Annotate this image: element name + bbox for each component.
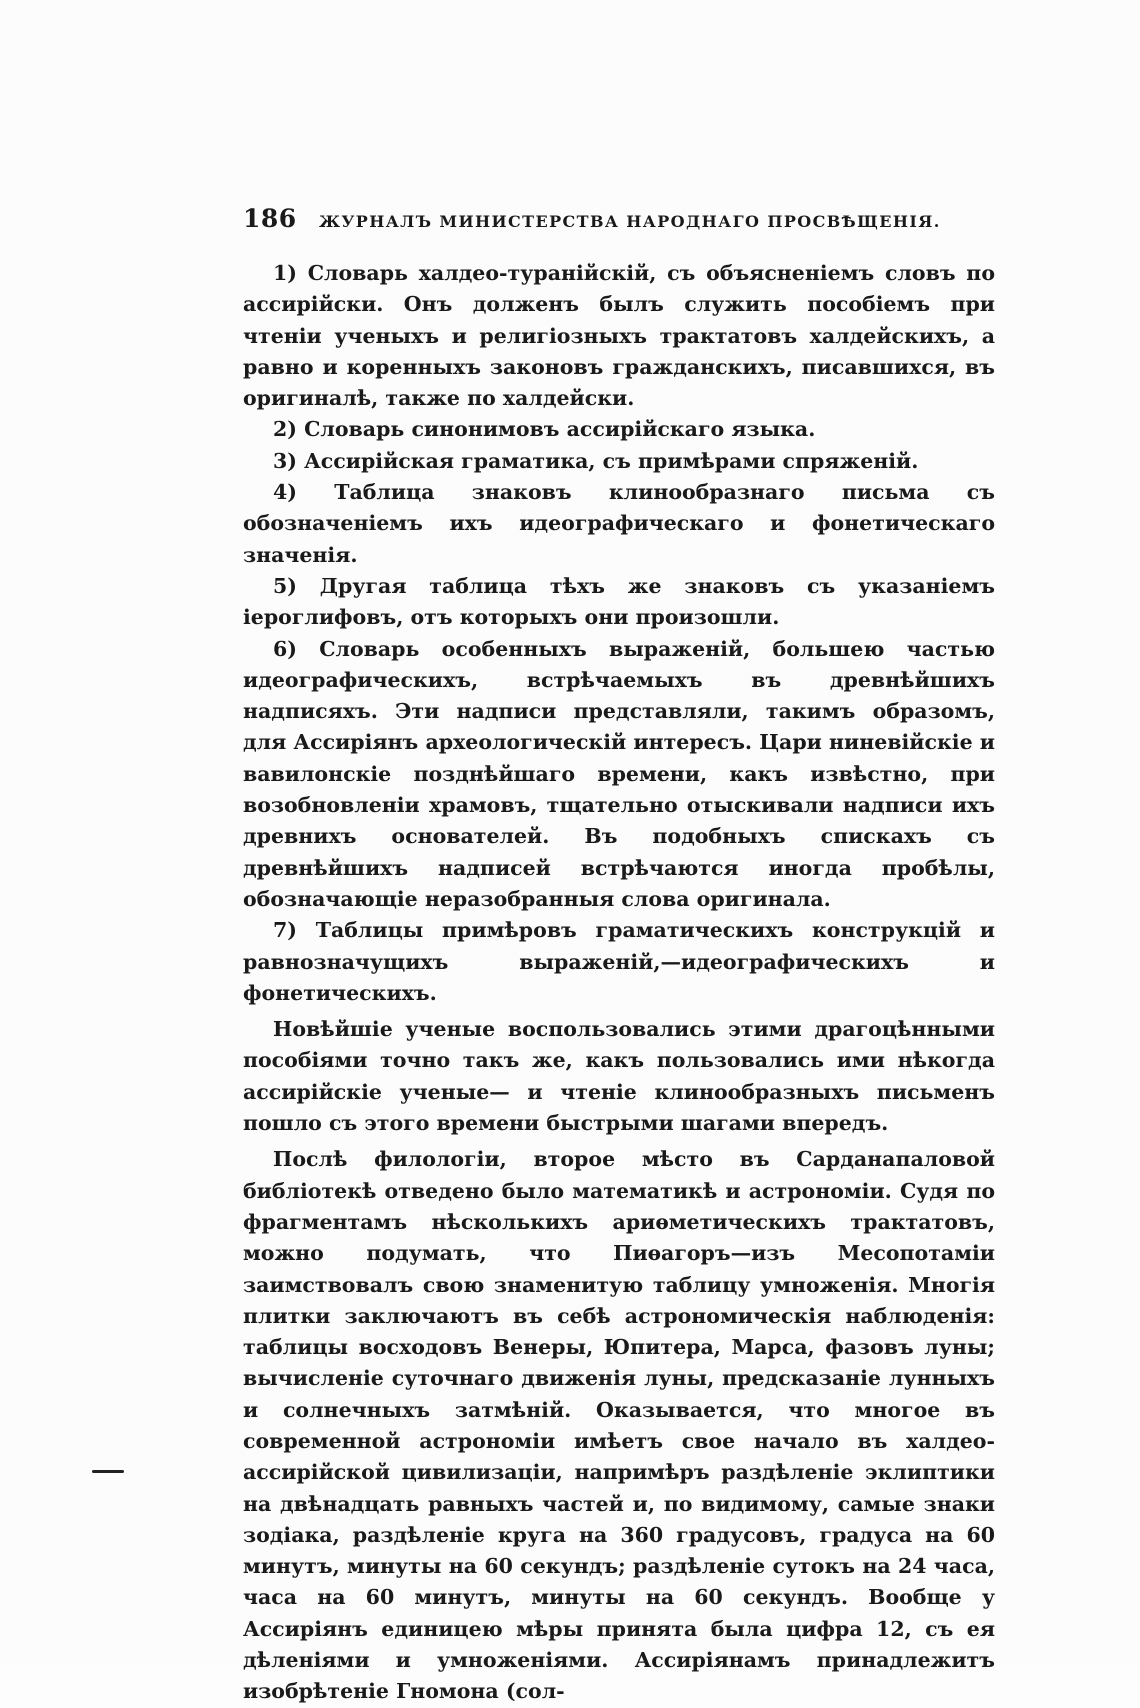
paragraph-mathematics-astronomy: Послѣ филологіи, второе мѣсто въ Сарданапаловой библіотекѣ отведено было математикѣ и астрономіи. Судя по фрагментамъ нѣсколькихъ ариѳметическихъ трактатовъ, можно подумать, что Пиѳагоръ—изъ Месопотаміи заимствовалъ свою знаменитую таблицу умноженія. Многія плитки заключаютъ въ себѣ астрономическія наблюденія: таблицы восходовъ Венеры, Юпитера, Марса, фазовъ луны; вычисленіе суточнаго движенія луны, предсказаніе лунныхъ и солнечныхъ затмѣній. Оказывается, что многое въ современной астрономіи имѣетъ свое начало въ халдео-ассирійской цивилизаціи, напримѣръ раздѣленіе эклиптики на двѣнадцать равныхъ частей и, по видимому, самые знаки зодіака, раздѣленіе круга на 360 градусовъ, градуса на 60 минутъ, минуты на 60 секундъ; раздѣленіе сутокъ на 24 часа, часа на 60 минутъ, минуты на 60 секундъ. Вообще у Ассиріянъ единицею мѣры принята была цифра 12, съ ея дѣленіями и умноженіями. Ассиріянамъ принадлежитъ изобрѣтеніе Гномона (сол- xyxy=(243,1147,995,1704)
paragraph-list-item-5: 5) Другая таблица тѣхъ же знаковъ съ указаніемъ іероглифовъ, отъ которыхъ они произошли. xyxy=(243,573,995,630)
paragraph-list-item-6: 6) Словарь особенныхъ выраженій, большею частью идеографическихъ, встрѣчаемыхъ въ древнѣйшихъ надписяхъ. Эти надписи представляли, такимъ образомъ, для Ассиріянъ археологическій интересъ. Цари ниневійскіе и вавилонскіе позднѣйшаго времени, какъ извѣстно, при возобновленіи храмовъ, тщательно отыскивали надписи ихъ древнихъ основателей. Въ подобныхъ спискахъ съ древнѣйшихъ надписей встрѣчаются иногда пробѣлы, обозначающіе неразобранныя слова оригинала. xyxy=(243,636,995,911)
paragraph-list-item-3: 3) Ассирійская граматика, съ примѣрами спряженій. xyxy=(273,448,919,473)
paragraph-list-item-2: 2) Словарь синонимовъ ассирійскаго языка. xyxy=(273,417,816,442)
running-title: ЖУРНАЛЪ МИНИСТЕРСТВА НАРОДНАГО ПРОСВѢЩЕНІЯ. xyxy=(319,212,941,231)
body-text xyxy=(243,258,995,1708)
page-number: 186 xyxy=(243,204,297,233)
paragraph-list-item-7: 7) Таблицы примѣровъ граматическихъ конструкцій и равнозначущихъ выраженій,—идеографическихъ и фонетическихъ. xyxy=(243,918,995,1005)
page-header xyxy=(243,204,1003,244)
paragraph-modern-scholars: Новѣйшіе ученые воспользовались этими драгоцѣнными пособіями точно такъ же, какъ пользовались ими нѣкогда ассирійскіе ученые— и чтеніе клинообразныхъ письменъ пошло съ этого времени быстрыми шагами впередъ. xyxy=(243,1017,995,1136)
margin-dash-mark xyxy=(92,1470,124,1473)
paragraph-list-item-4: 4) Таблица знаковъ клинообразнаго письма съ обозначеніемъ ихъ идеографическаго и фонетическаго значенія. xyxy=(243,480,995,567)
paragraph-list-item-1: 1) Словарь халдео-туранійскій, съ объясненіемъ словъ по ассирійски. Онъ долженъ былъ служить пособіемъ при чтеніи ученыхъ и религіозныхъ трактатовъ халдейскихъ, а равно и коренныхъ законовъ гражданскихъ, писавшихся, въ оригиналѣ, также по халдейски. xyxy=(243,261,995,411)
